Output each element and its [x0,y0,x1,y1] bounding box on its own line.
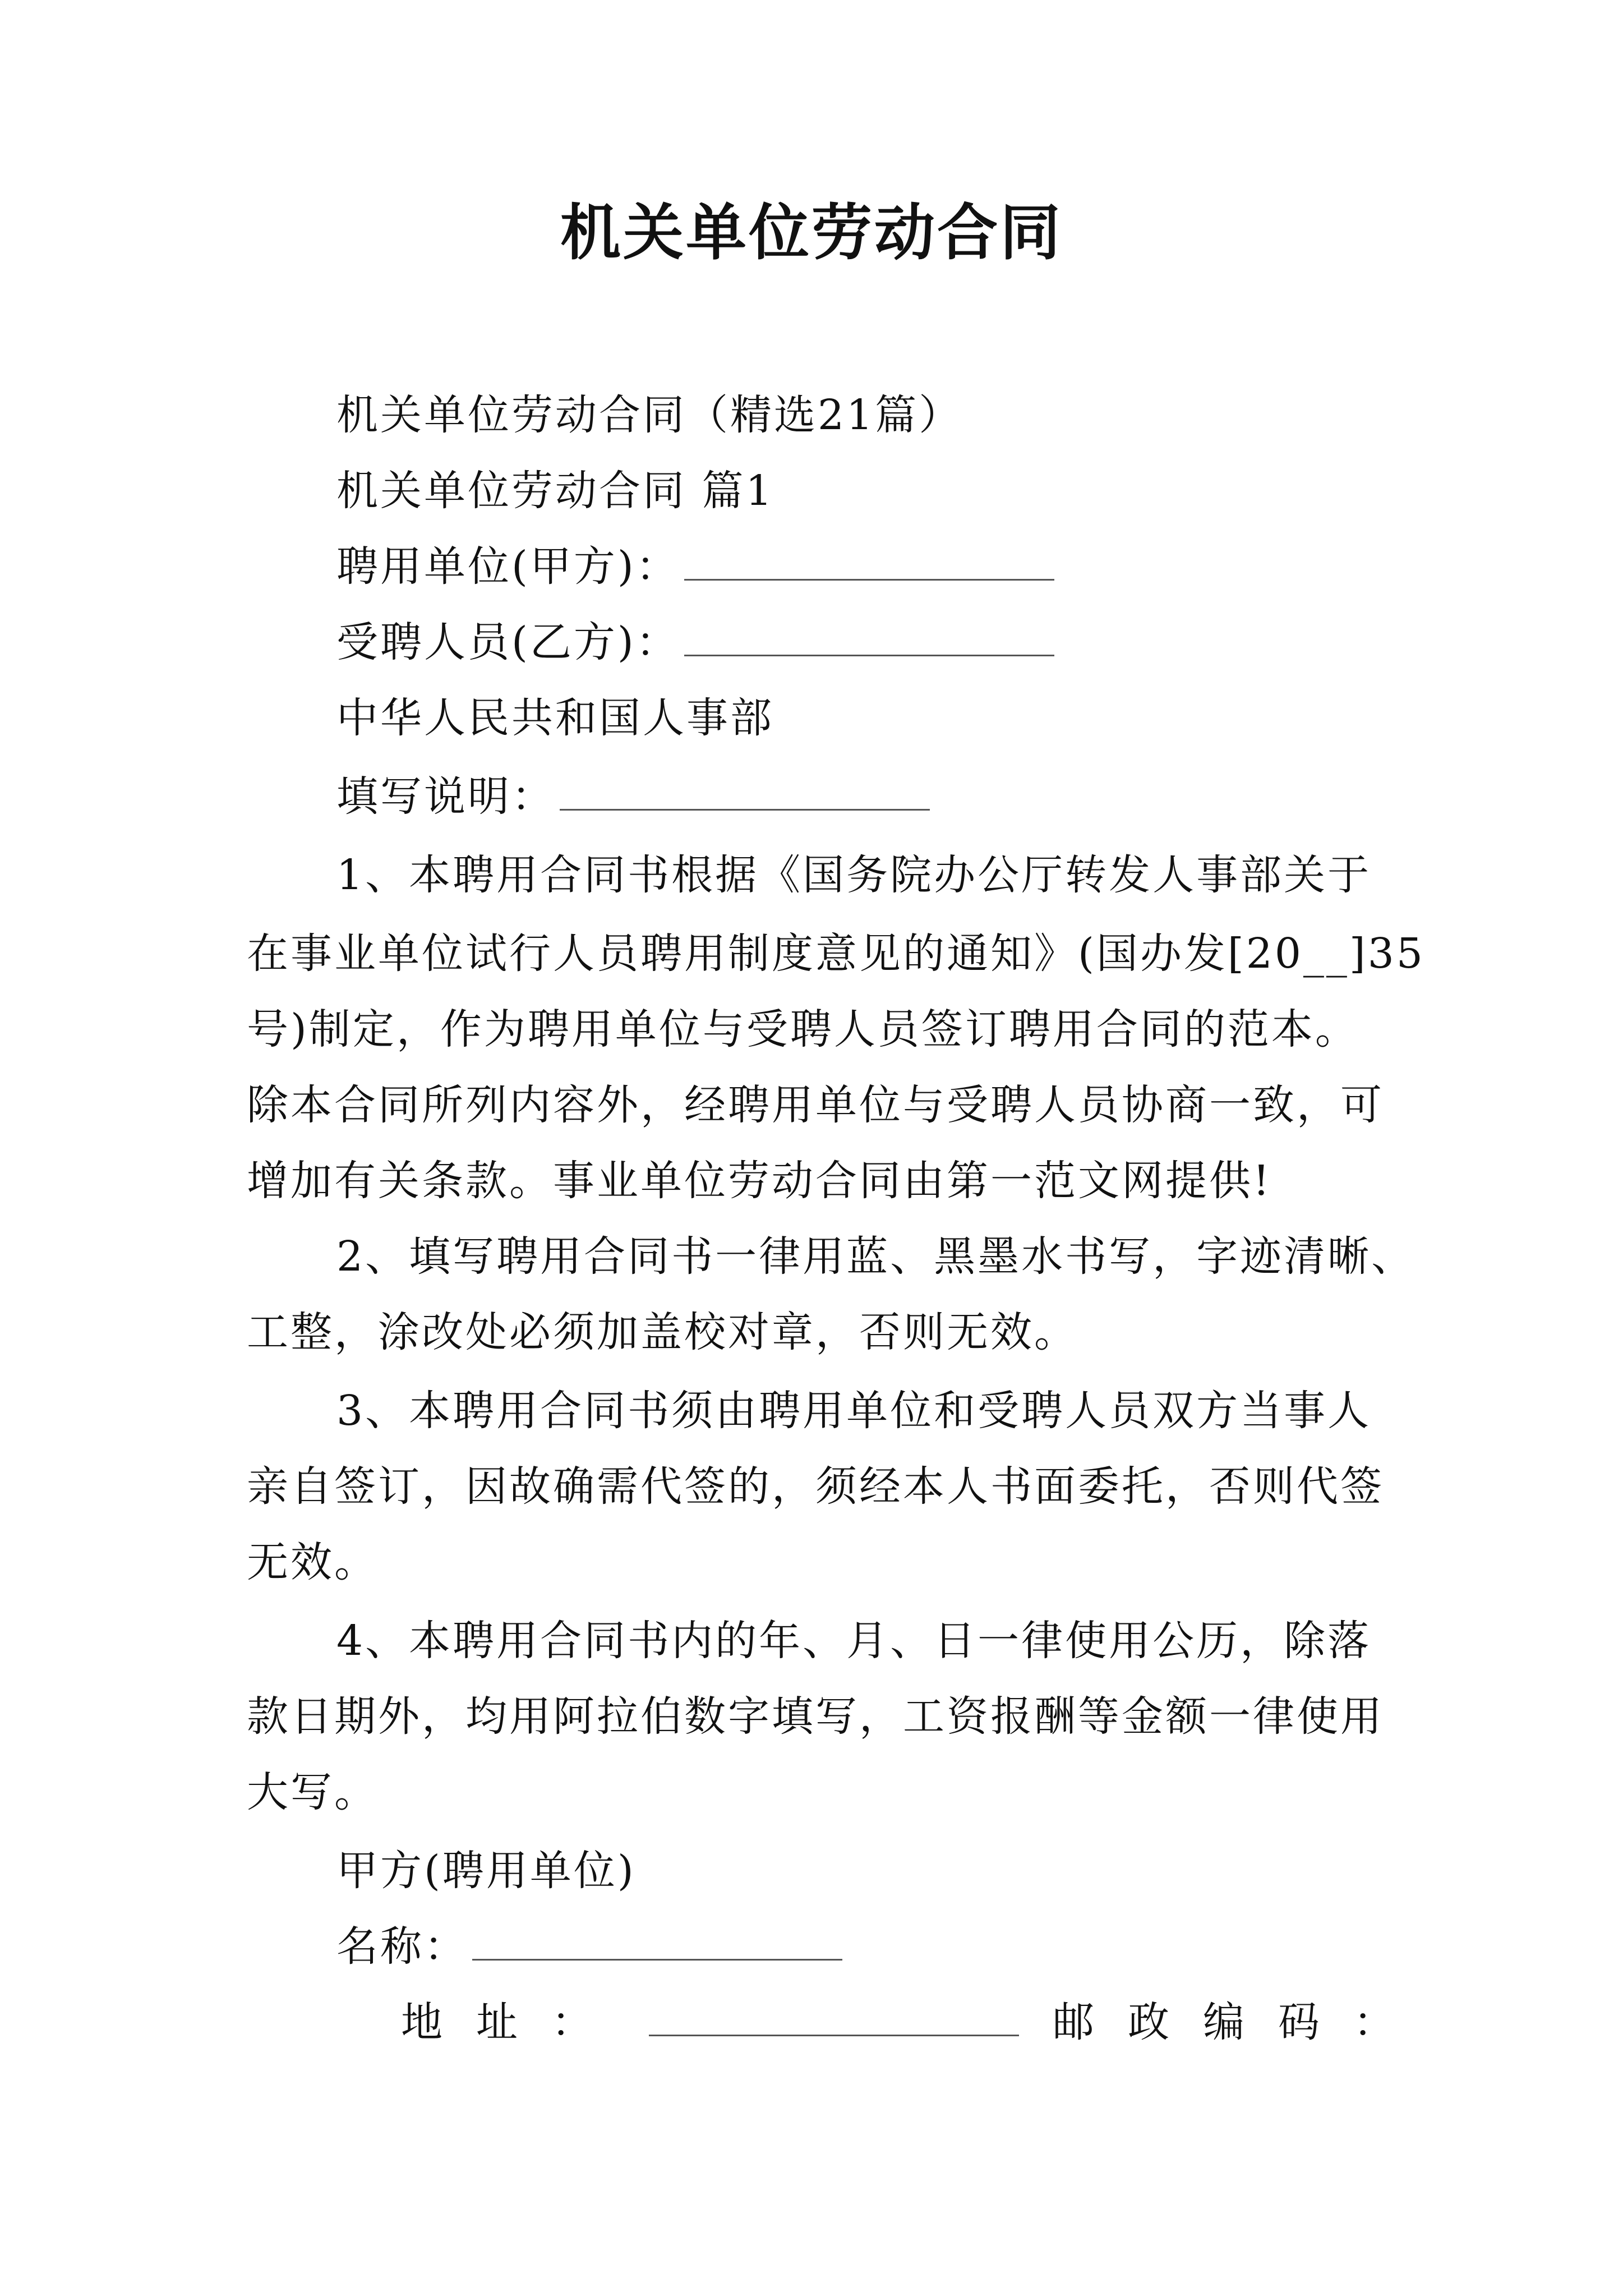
instructions-row [336,763,1503,830]
instructions-label: 填写说明： [336,772,555,821]
employer-blank [684,573,1054,581]
name-blank [472,1953,842,1961]
name-row [336,1913,1503,1980]
instructions-blank [560,803,930,811]
employee-blank [684,649,1054,656]
para4-line1: 4、本聘用合同书内的年、月、日一律使用公历，除落 [336,1617,1372,1665]
para4-line3: 大写。 [247,1768,378,1816]
address-blank [649,2029,1019,2036]
para4-line2: 款日期外，均用阿拉伯数字填写，工资报酬等金额一律使用 [247,1692,1384,1741]
para2-line1: 2、填写聘用合同书一律用蓝、黑墨水书写，字迹清晰、 [336,1232,1415,1281]
address-row [401,1989,1567,2056]
postal-label: 邮政编码： [1053,1998,1428,2046]
para2-line2: 工整，涂改处必须加盖校对章，否则无效。 [247,1308,1078,1356]
name-label: 名称： [336,1922,468,1971]
employee-label: 受聘人员(乙方)： [336,618,680,666]
employer-label: 聘用单位(甲方)： [336,542,680,591]
para3-line3: 无效。 [247,1538,378,1586]
employee-row [336,609,1503,676]
para1-line1: 1、本聘用合同书根据《国务院办公厅转发人事部关于 [336,851,1372,899]
employer-row [336,533,1503,600]
issuer-text: 中华人民共和国人事部 [336,694,774,742]
para1-line4: 除本合同所列内容外，经聘用单位与受聘人员协商一致，可 [247,1081,1384,1129]
document-subtitle: 机关单位劳动合同（精选21篇） [336,391,963,439]
document-title: 机关单位劳动合同 [560,197,1063,268]
address-label: 地址： [401,1998,626,2046]
party-a-heading: 甲方(聘用单位) [336,1847,636,1895]
para1-line5: 增加有关条款。事业单位劳动合同由第一范文网提供! [247,1157,1272,1205]
section-heading: 机关单位劳动合同 篇1 [336,467,774,515]
para3-line1: 3、本聘用合同书须由聘用单位和受聘人员双方当事人 [336,1387,1372,1435]
para3-line2: 亲自签订，因故确需代签的，须经本人书面委托，否则代签 [247,1462,1384,1511]
para1-line3: 号)制定，作为聘用单位与受聘人员签订聘用合同的范本。 [247,1005,1359,1053]
para1-line2: 在事业单位试行人员聘用制度意见的通知》(国办发[20__]35 [247,930,1425,978]
